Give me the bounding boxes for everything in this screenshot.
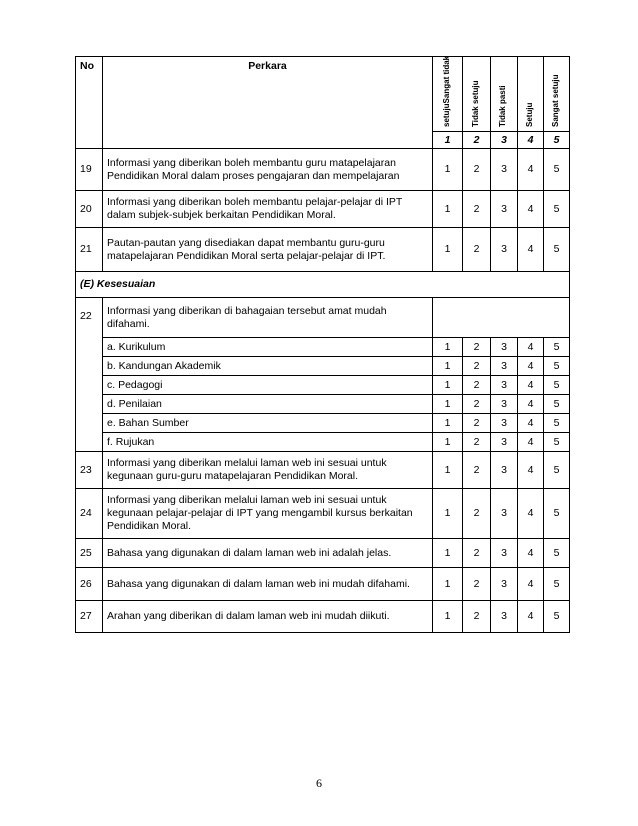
subitem-scale-3[interactable]: 3 <box>491 433 518 452</box>
header-scale-4: Setuju <box>518 57 544 132</box>
question-scale-1[interactable]: 1 <box>433 452 463 489</box>
subitem-scale-2[interactable]: 2 <box>463 433 491 452</box>
subitem-scale-1[interactable]: 1 <box>433 376 463 395</box>
subitem-scale-2[interactable]: 2 <box>463 414 491 433</box>
scale-number-2: 2 <box>463 132 491 149</box>
header-scale-1: setujuSangat tidak <box>433 57 463 132</box>
question-scale-3[interactable]: 3 <box>491 149 518 191</box>
question-scale-1[interactable]: 1 <box>433 568 463 601</box>
section-heading: (E) Kesesuaian <box>76 272 570 298</box>
question-scale-3[interactable]: 3 <box>491 601 518 633</box>
question-number: 27 <box>76 601 103 633</box>
question-scale-4[interactable]: 4 <box>518 228 544 272</box>
question-scale-2[interactable]: 2 <box>463 568 491 601</box>
subitem-scale-2[interactable]: 2 <box>463 338 491 357</box>
question-scale-4[interactable]: 4 <box>518 191 544 228</box>
question-text: Informasi yang diberikan melalui laman web ini sesuai untuk kegunaan guru-guru matapelajaran Pendidikan Moral. <box>103 452 433 489</box>
question-scale-2[interactable]: 2 <box>463 489 491 539</box>
question-number: 19 <box>76 149 103 191</box>
question-row <box>76 228 570 272</box>
question-scale-4[interactable]: 4 <box>518 539 544 568</box>
question-scale-1[interactable]: 1 <box>433 228 463 272</box>
scale-number-5: 5 <box>544 132 570 149</box>
question-number: 26 <box>76 568 103 601</box>
question-scale-3[interactable]: 3 <box>491 228 518 272</box>
question-row <box>76 539 570 568</box>
question-number: 25 <box>76 539 103 568</box>
blank-scale-cell <box>433 298 570 338</box>
subitem-scale-4[interactable]: 4 <box>518 357 544 376</box>
question-scale-1[interactable]: 1 <box>433 149 463 191</box>
subitem-row <box>76 395 570 414</box>
question-scale-5[interactable]: 5 <box>544 228 570 272</box>
scale-number-4: 4 <box>518 132 544 149</box>
question-text: Informasi yang diberikan boleh membantu guru matapelajaran Pendidikan Moral dalam proses pengajaran dan mempelajaran <box>103 149 433 191</box>
question-scale-3[interactable]: 3 <box>491 539 518 568</box>
page-number: 6 <box>316 776 322 790</box>
question-scale-4[interactable]: 4 <box>518 452 544 489</box>
subitem-scale-3[interactable]: 3 <box>491 395 518 414</box>
subitem-scale-3[interactable]: 3 <box>491 376 518 395</box>
question-scale-5[interactable]: 5 <box>544 601 570 633</box>
question-text: Informasi yang diberikan boleh membantu pelajar-pelajar di IPT dalam subjek-subjek berkaitan Pendidikan Moral. <box>103 191 433 228</box>
subitem-scale-4[interactable]: 4 <box>518 433 544 452</box>
question-row <box>76 298 570 338</box>
subitem-scale-5[interactable]: 5 <box>544 338 570 357</box>
question-scale-4[interactable]: 4 <box>518 489 544 539</box>
question-scale-2[interactable]: 2 <box>463 228 491 272</box>
question-scale-2[interactable]: 2 <box>463 601 491 633</box>
section-row <box>76 272 570 298</box>
subitem-scale-2[interactable]: 2 <box>463 357 491 376</box>
subitem-text: d. Penilaian <box>103 395 433 414</box>
subitem-row <box>76 414 570 433</box>
subitem-scale-1[interactable]: 1 <box>433 433 463 452</box>
question-scale-5[interactable]: 5 <box>544 452 570 489</box>
subitem-scale-1[interactable]: 1 <box>433 395 463 414</box>
question-scale-5[interactable]: 5 <box>544 539 570 568</box>
question-scale-4[interactable]: 4 <box>518 601 544 633</box>
subitem-scale-4[interactable]: 4 <box>518 414 544 433</box>
question-scale-4[interactable]: 4 <box>518 149 544 191</box>
subitem-scale-5[interactable]: 5 <box>544 376 570 395</box>
question-scale-1[interactable]: 1 <box>433 539 463 568</box>
question-scale-5[interactable]: 5 <box>544 149 570 191</box>
questionnaire-table <box>75 56 570 633</box>
question-row <box>76 191 570 228</box>
header-perkara: Perkara <box>103 57 433 149</box>
question-scale-4[interactable]: 4 <box>518 568 544 601</box>
question-row <box>76 568 570 601</box>
question-scale-3[interactable]: 3 <box>491 489 518 539</box>
scale-number-3: 3 <box>491 132 518 149</box>
header-scale-5: Sangat setuju <box>544 57 570 132</box>
question-number: 23 <box>76 452 103 489</box>
question-row <box>76 452 570 489</box>
subitem-scale-1[interactable]: 1 <box>433 357 463 376</box>
subitem-scale-5[interactable]: 5 <box>544 395 570 414</box>
header-scale-3: Tidak pasti <box>491 57 518 132</box>
question-number: 21 <box>76 228 103 272</box>
subitem-scale-2[interactable]: 2 <box>463 376 491 395</box>
question-row <box>76 149 570 191</box>
question-row <box>76 489 570 539</box>
subitem-scale-4[interactable]: 4 <box>518 338 544 357</box>
question-scale-5[interactable]: 5 <box>544 568 570 601</box>
subitem-row <box>76 433 570 452</box>
question-scale-5[interactable]: 5 <box>544 489 570 539</box>
subitem-row <box>76 357 570 376</box>
question-row <box>76 601 570 633</box>
subitem-scale-4[interactable]: 4 <box>518 376 544 395</box>
subitem-scale-2[interactable]: 2 <box>463 395 491 414</box>
question-text: Informasi yang diberikan melalui laman web ini sesuai untuk kegunaan pelajar-pelajar di IPT yang mengambil kursus berkaitan Pendidikan Moral. <box>103 489 433 539</box>
subitem-text: c. Pedagogi <box>103 376 433 395</box>
subitem-scale-3[interactable]: 3 <box>491 414 518 433</box>
question-scale-2[interactable]: 2 <box>463 149 491 191</box>
question-scale-3[interactable]: 3 <box>491 191 518 228</box>
question-scale-1[interactable]: 1 <box>433 191 463 228</box>
question-text: Bahasa yang digunakan di dalam laman web ini mudah difahami. <box>103 568 433 601</box>
question-number: 20 <box>76 191 103 228</box>
subitem-scale-1[interactable]: 1 <box>433 338 463 357</box>
question-scale-2[interactable]: 2 <box>463 539 491 568</box>
subitem-scale-4[interactable]: 4 <box>518 395 544 414</box>
subitem-row <box>76 338 570 357</box>
header-row <box>76 57 570 132</box>
question-text: Informasi yang diberikan di bahagaian tersebut amat mudah difahami. <box>103 298 433 338</box>
subitem-text: b. Kandungan Akademik <box>103 357 433 376</box>
header-no: No <box>76 57 103 149</box>
subitem-text: f. Rujukan <box>103 433 433 452</box>
question-scale-2[interactable]: 2 <box>463 452 491 489</box>
subitem-scale-3[interactable]: 3 <box>491 357 518 376</box>
subitem-text: e. Bahan Sumber <box>103 414 433 433</box>
subitem-scale-5[interactable]: 5 <box>544 433 570 452</box>
header-scale-2: Tidak setuju <box>463 57 491 132</box>
subitem-scale-5[interactable]: 5 <box>544 357 570 376</box>
question-text: Pautan-pautan yang disediakan dapat membantu guru-guru matapelajaran Pendidikan Moral serta pelajar-pelajar di IPT. <box>103 228 433 272</box>
question-scale-3[interactable]: 3 <box>491 568 518 601</box>
question-text: Arahan yang diberikan di dalam laman web ini mudah diikuti. <box>103 601 433 633</box>
question-scale-1[interactable]: 1 <box>433 489 463 539</box>
question-scale-1[interactable]: 1 <box>433 601 463 633</box>
question-number: 24 <box>76 489 103 539</box>
subitem-text: a. Kurikulum <box>103 338 433 357</box>
question-number: 22 <box>76 298 103 452</box>
subitem-scale-3[interactable]: 3 <box>491 338 518 357</box>
question-scale-5[interactable]: 5 <box>544 191 570 228</box>
question-scale-3[interactable]: 3 <box>491 452 518 489</box>
subitem-scale-1[interactable]: 1 <box>433 414 463 433</box>
subitem-scale-5[interactable]: 5 <box>544 414 570 433</box>
question-text: Bahasa yang digunakan di dalam laman web ini adalah jelas. <box>103 539 433 568</box>
question-scale-2[interactable]: 2 <box>463 191 491 228</box>
subitem-row <box>76 376 570 395</box>
scale-number-1: 1 <box>433 132 463 149</box>
